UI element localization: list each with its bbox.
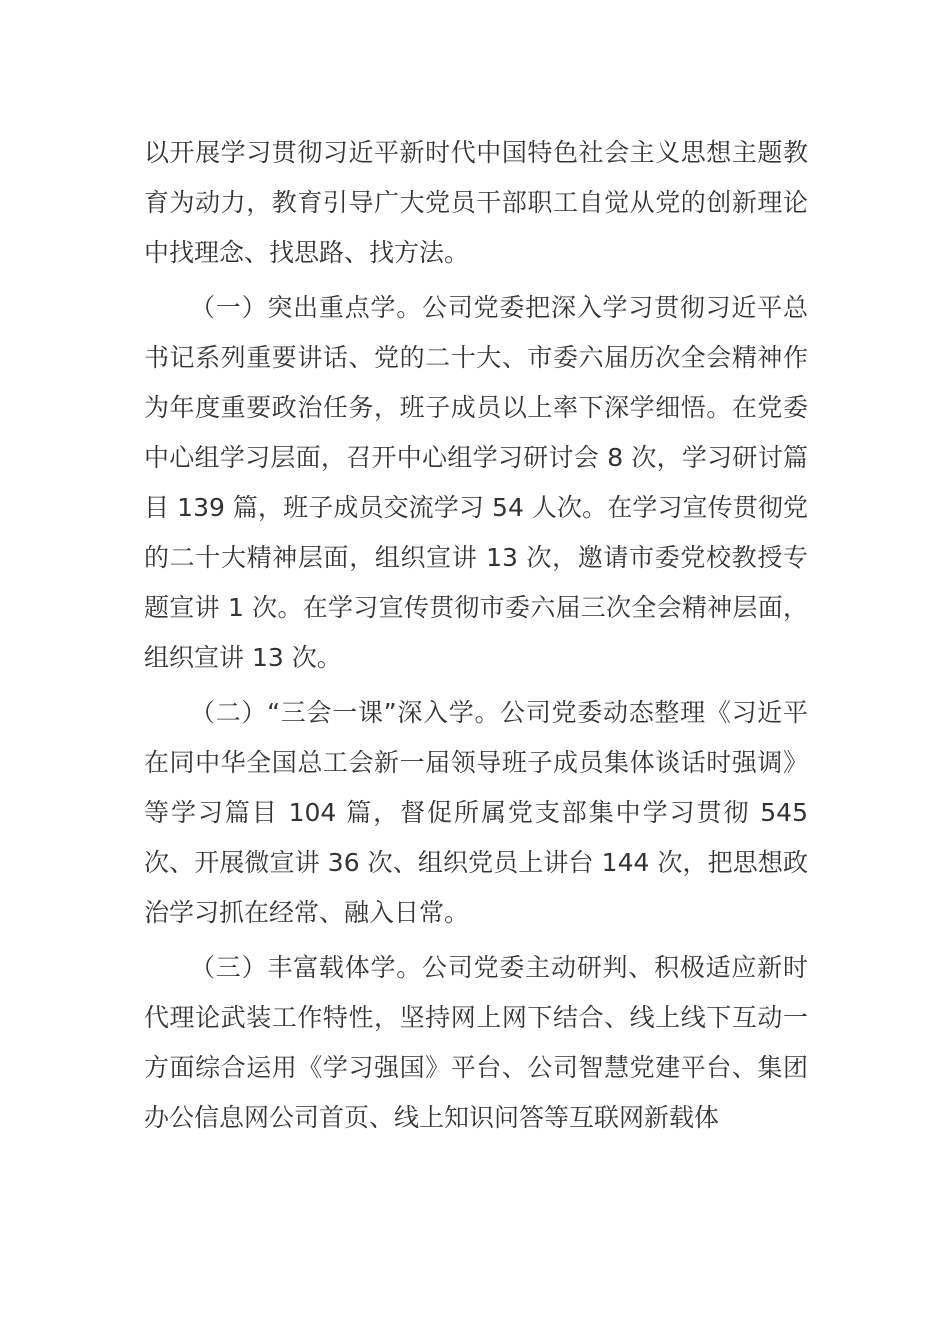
paragraph-intro: 以开展学习贯彻习近平新时代中国特色社会主义思想主题教育为动力，教育引导广大党员干部职工自觉从党的创新理论中找理念、找思路、找方法。 [144, 138, 808, 267]
paragraph-section-3: （三）丰富载体学。公司党委主动研判、积极适应新时代理论武装工作特性，坚持网上网下结合、线上线下互动一方面综合运用《学习强国》平台、公司智慧党建平台、集团办公信息网公司首页、线上知识问答等互联网新载体 [144, 953, 808, 1132]
paragraph-section-2: （二）“三会一课”深入学。公司党委动态整理《习近平在同中华全国总工会新一届领导班子成员集体谈话时强调》等学习篇目 104 篇，督促所属党支部集中学习贯彻 545 次、开展微宣讲 36 次、组织党员上讲台 144 次，把思想政治学习抓在经常、融入日常。 [144, 698, 808, 927]
paragraph-section-1: （一）突出重点学。公司党委把深入学习贯彻习近平总书记系列重要讲话、党的二十大、市委六届历次全会精神作为年度重要政治任务，班子成员以上率下深学细悟。在党委中心组学习层面，召开中心组学习研讨会 8 次，学习研讨篇目 139 篇，班子成员交流学习 54 人次。在学习宣传贯彻党的二十大精神层面，组织宣讲 13 次，邀请市委党校教授专题宣讲 1 次。在学习宣传贯彻市委六届三次全会精神层面，组织宣讲 13 次。 [144, 293, 808, 672]
document-body [144, 128, 808, 1148]
